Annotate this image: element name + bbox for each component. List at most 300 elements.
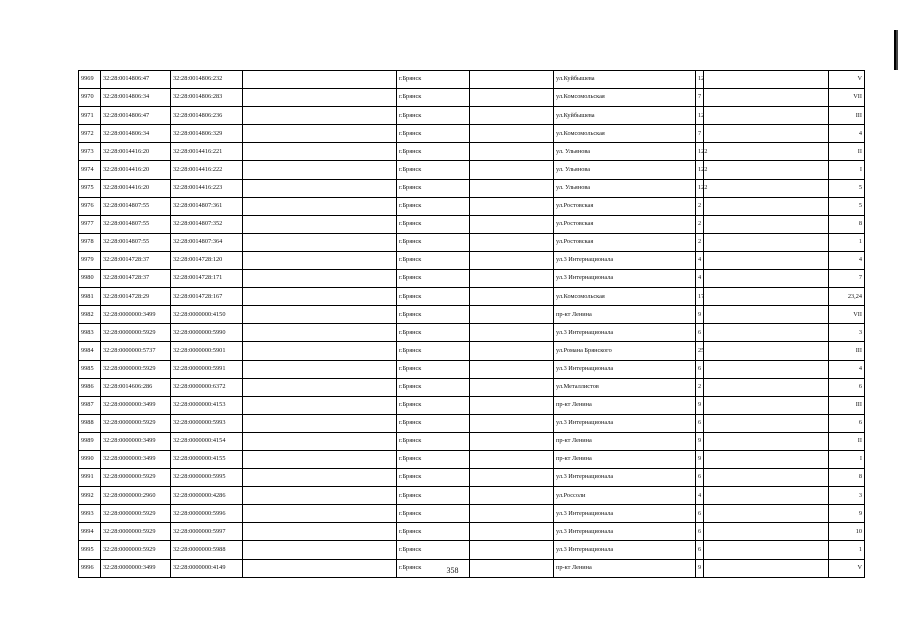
blank-column-3-cell	[704, 378, 829, 396]
apartment-number-cell: 1	[829, 233, 865, 251]
street-cell: пр-кт Ленина	[554, 559, 696, 577]
table-row	[79, 197, 865, 215]
city-cell: г.Брянск	[397, 251, 470, 269]
base-cadastral-number-cell: 32:28:0000000:5929	[101, 541, 171, 559]
table-row	[79, 414, 865, 432]
blank-column-3-cell	[704, 179, 829, 197]
base-cadastral-number-cell: 32:28:0014807:55	[101, 215, 171, 233]
blank-column-3-cell	[704, 143, 829, 161]
page-number: 358	[446, 566, 459, 575]
house-number-cell: 2	[696, 233, 704, 251]
city-cell: г.Брянск	[397, 306, 470, 324]
cadastral-number-cell: 32:28:0000000:5990	[171, 324, 243, 342]
city-cell: г.Брянск	[397, 342, 470, 360]
base-cadastral-number-cell: 32:28:0014416:20	[101, 179, 171, 197]
street-cell: ул. Ульянова	[554, 179, 696, 197]
city-cell: г.Брянск	[397, 324, 470, 342]
apartment-number-cell: 1	[829, 541, 865, 559]
cadastral-number-cell: 32:28:0000000:5996	[171, 505, 243, 523]
table-row	[79, 107, 865, 125]
table-row	[79, 523, 865, 541]
table-row	[79, 432, 865, 450]
table-row	[79, 487, 865, 505]
row-number-cell: 9983	[79, 324, 101, 342]
apartment-number-cell: 6	[829, 414, 865, 432]
house-number-cell: 4	[696, 270, 704, 288]
row-number-cell: 9982	[79, 306, 101, 324]
apartment-number-cell: 3	[829, 487, 865, 505]
row-number-cell: 9973	[79, 143, 101, 161]
street-cell: ул. Ульянова	[554, 143, 696, 161]
blank-column-2-cell	[470, 450, 554, 468]
apartment-number-cell: 5	[829, 179, 865, 197]
apartment-number-cell: II	[829, 432, 865, 450]
blank-column-2-cell	[470, 288, 554, 306]
street-cell: пр-кт Ленина	[554, 306, 696, 324]
row-number-cell: 9976	[79, 197, 101, 215]
city-cell: г.Брянск	[397, 215, 470, 233]
apartment-number-cell: 4	[829, 360, 865, 378]
blank-column-3-cell	[704, 270, 829, 288]
base-cadastral-number-cell: 32:28:0000000:5929	[101, 469, 171, 487]
city-cell: г.Брянск	[397, 360, 470, 378]
blank-column-3-cell	[704, 161, 829, 179]
house-number-cell: 9	[696, 396, 704, 414]
table-row	[79, 342, 865, 360]
city-cell: г.Брянск	[397, 414, 470, 432]
apartment-number-cell: II	[829, 143, 865, 161]
city-cell: г.Брянск	[397, 450, 470, 468]
blank-column-cell	[243, 450, 397, 468]
blank-column-3-cell	[704, 215, 829, 233]
base-cadastral-number-cell: 32:28:0014807:55	[101, 233, 171, 251]
apartment-number-cell: III	[829, 342, 865, 360]
blank-column-cell	[243, 215, 397, 233]
blank-column-2-cell	[470, 197, 554, 215]
table-row	[79, 378, 865, 396]
city-cell: г.Брянск	[397, 469, 470, 487]
apartment-number-cell: I	[829, 450, 865, 468]
blank-column-3-cell	[704, 487, 829, 505]
cadastral-number-cell: 32:28:0014728:171	[171, 270, 243, 288]
cadastral-number-cell: 32:28:0000000:5997	[171, 523, 243, 541]
base-cadastral-number-cell: 32:28:0000000:5929	[101, 414, 171, 432]
blank-column-2-cell	[470, 378, 554, 396]
row-number-cell: 9978	[79, 233, 101, 251]
house-number-cell: 2	[696, 378, 704, 396]
street-cell: ул.3 Интернационала	[554, 505, 696, 523]
cadastral-number-cell: 32:28:0014728:120	[171, 251, 243, 269]
blank-column-2-cell	[470, 324, 554, 342]
blank-column-cell	[243, 270, 397, 288]
table-row	[79, 450, 865, 468]
apartment-number-cell: 10	[829, 523, 865, 541]
house-number-cell: 4	[696, 251, 704, 269]
house-number-cell: 6	[696, 324, 704, 342]
blank-column-3-cell	[704, 197, 829, 215]
cadastral-number-cell: 32:28:0014806:329	[171, 125, 243, 143]
blank-column-cell	[243, 179, 397, 197]
city-cell: г.Брянск	[397, 197, 470, 215]
apartment-number-cell: III	[829, 107, 865, 125]
table-row	[79, 215, 865, 233]
blank-column-cell	[243, 396, 397, 414]
house-number-cell: 6	[696, 505, 704, 523]
base-cadastral-number-cell: 32:28:0000000:3499	[101, 306, 171, 324]
blank-column-cell	[243, 233, 397, 251]
base-cadastral-number-cell: 32:28:0014416:20	[101, 161, 171, 179]
base-cadastral-number-cell: 32:28:0000000:3499	[101, 396, 171, 414]
apartment-number-cell: I	[829, 161, 865, 179]
blank-column-2-cell	[470, 487, 554, 505]
blank-column-2-cell	[470, 396, 554, 414]
base-cadastral-number-cell: 32:28:0000000:2960	[101, 487, 171, 505]
blank-column-3-cell	[704, 251, 829, 269]
table-row	[79, 324, 865, 342]
row-number-cell: 9975	[79, 179, 101, 197]
blank-column-cell	[243, 342, 397, 360]
blank-column-cell	[243, 324, 397, 342]
street-cell: ул.Комсомольская	[554, 125, 696, 143]
house-number-cell: 7	[696, 125, 704, 143]
city-cell: г.Брянск	[397, 505, 470, 523]
blank-column-2-cell	[470, 89, 554, 107]
row-number-cell: 9974	[79, 161, 101, 179]
cadastral-number-cell: 32:28:0000000:4154	[171, 432, 243, 450]
city-cell: г.Брянск	[397, 523, 470, 541]
street-cell: ул.Россоли	[554, 487, 696, 505]
house-number-cell: 6	[696, 541, 704, 559]
blank-column-cell	[243, 306, 397, 324]
apartment-number-cell: 8	[829, 469, 865, 487]
apartment-number-cell: 4	[829, 125, 865, 143]
blank-column-cell	[243, 523, 397, 541]
blank-column-cell	[243, 89, 397, 107]
scan-edge-mark-shadow	[896, 30, 898, 70]
row-number-cell: 9979	[79, 251, 101, 269]
street-cell: ул.Куйбышева	[554, 107, 696, 125]
city-cell: г.Брянск	[397, 541, 470, 559]
cadastral-number-cell: 32:28:0014806:236	[171, 107, 243, 125]
blank-column-2-cell	[470, 541, 554, 559]
house-number-cell: 12	[696, 71, 704, 89]
row-number-cell: 9991	[79, 469, 101, 487]
row-number-cell: 9985	[79, 360, 101, 378]
city-cell: г.Брянск	[397, 270, 470, 288]
apartment-number-cell: VII	[829, 306, 865, 324]
blank-column-3-cell	[704, 505, 829, 523]
blank-column-cell	[243, 487, 397, 505]
cadastral-number-cell: 32:28:0014806:232	[171, 71, 243, 89]
cadastral-number-cell: 32:28:0000000:5995	[171, 469, 243, 487]
apartment-number-cell: III	[829, 396, 865, 414]
row-number-cell: 9993	[79, 505, 101, 523]
city-cell: г.Брянск	[397, 143, 470, 161]
apartment-number-cell: VII	[829, 89, 865, 107]
blank-column-2-cell	[470, 523, 554, 541]
table-row	[79, 125, 865, 143]
blank-column-3-cell	[704, 414, 829, 432]
row-number-cell: 9995	[79, 541, 101, 559]
blank-column-cell	[243, 71, 397, 89]
base-cadastral-number-cell: 32:28:0000000:5929	[101, 523, 171, 541]
street-cell: ул.3 Интернационала	[554, 360, 696, 378]
house-number-cell: 12	[696, 107, 704, 125]
street-cell: ул.Ростовская	[554, 215, 696, 233]
apartment-number-cell: 9	[829, 505, 865, 523]
city-cell: г.Брянск	[397, 396, 470, 414]
city-cell: г.Брянск	[397, 288, 470, 306]
house-number-cell: 4	[696, 487, 704, 505]
city-cell: г.Брянск	[397, 125, 470, 143]
base-cadastral-number-cell: 32:28:0000000:5737	[101, 342, 171, 360]
house-number-cell: 9	[696, 432, 704, 450]
city-cell: г.Брянск	[397, 559, 470, 577]
base-cadastral-number-cell: 32:28:0000000:3499	[101, 450, 171, 468]
cadastral-number-cell: 32:28:0000000:4155	[171, 450, 243, 468]
house-number-cell: 2	[696, 215, 704, 233]
blank-column-2-cell	[470, 251, 554, 269]
blank-column-3-cell	[704, 396, 829, 414]
blank-column-2-cell	[470, 233, 554, 251]
blank-column-3-cell	[704, 125, 829, 143]
city-cell: г.Брянск	[397, 487, 470, 505]
table-row	[79, 89, 865, 107]
registry-table-body	[79, 71, 865, 578]
row-number-cell: 9977	[79, 215, 101, 233]
base-cadastral-number-cell: 32:28:0014728:29	[101, 288, 171, 306]
blank-column-2-cell	[470, 107, 554, 125]
street-cell: ул.Комсомольская	[554, 288, 696, 306]
blank-column-3-cell	[704, 469, 829, 487]
blank-column-3-cell	[704, 306, 829, 324]
street-cell: ул.Металлистов	[554, 378, 696, 396]
blank-column-3-cell	[704, 450, 829, 468]
blank-column-cell	[243, 197, 397, 215]
row-number-cell: 9970	[79, 89, 101, 107]
cadastral-number-cell: 32:28:0014806:283	[171, 89, 243, 107]
table-row	[79, 251, 865, 269]
house-number-cell: 122	[696, 161, 704, 179]
table-row	[79, 541, 865, 559]
table-row	[79, 360, 865, 378]
city-cell: г.Брянск	[397, 432, 470, 450]
blank-column-3-cell	[704, 541, 829, 559]
cadastral-number-cell: 32:28:0014416:222	[171, 161, 243, 179]
blank-column-3-cell	[704, 432, 829, 450]
blank-column-cell	[243, 505, 397, 523]
base-cadastral-number-cell: 32:28:0014728:37	[101, 270, 171, 288]
cadastral-number-cell: 32:28:0014416:223	[171, 179, 243, 197]
table-row	[79, 306, 865, 324]
blank-column-2-cell	[470, 270, 554, 288]
blank-column-2-cell	[470, 469, 554, 487]
house-number-cell: 9	[696, 306, 704, 324]
cadastral-number-cell: 32:28:0000000:5993	[171, 414, 243, 432]
cadastral-number-cell: 32:28:0014728:167	[171, 288, 243, 306]
cadastral-number-cell: 32:28:0000000:5901	[171, 342, 243, 360]
row-number-cell: 9986	[79, 378, 101, 396]
base-cadastral-number-cell: 32:28:0014806:34	[101, 125, 171, 143]
street-cell: ул.3 Интернационала	[554, 414, 696, 432]
blank-column-2-cell	[470, 161, 554, 179]
apartment-number-cell: 5	[829, 197, 865, 215]
street-cell: ул.Романа Брянского	[554, 342, 696, 360]
blank-column-cell	[243, 251, 397, 269]
cadastral-number-cell: 32:28:0000000:4149	[171, 559, 243, 577]
row-number-cell: 9994	[79, 523, 101, 541]
row-number-cell: 9969	[79, 71, 101, 89]
base-cadastral-number-cell: 32:28:0000000:3499	[101, 559, 171, 577]
apartment-number-cell: V	[829, 559, 865, 577]
blank-column-2-cell	[470, 414, 554, 432]
table-row	[79, 469, 865, 487]
street-cell: ул.Куйбышева	[554, 71, 696, 89]
blank-column-3-cell	[704, 233, 829, 251]
city-cell: г.Брянск	[397, 233, 470, 251]
blank-column-cell	[243, 107, 397, 125]
house-number-cell: 7	[696, 89, 704, 107]
cadastral-number-cell: 32:28:0000000:4286	[171, 487, 243, 505]
city-cell: г.Брянск	[397, 89, 470, 107]
cadastral-number-cell: 32:28:0000000:5988	[171, 541, 243, 559]
city-cell: г.Брянск	[397, 378, 470, 396]
cadastral-number-cell: 32:28:0014416:221	[171, 143, 243, 161]
base-cadastral-number-cell: 32:28:0014416:20	[101, 143, 171, 161]
street-cell: пр-кт Ленина	[554, 450, 696, 468]
base-cadastral-number-cell: 32:28:0014807:55	[101, 197, 171, 215]
table-row	[79, 396, 865, 414]
table-row	[79, 143, 865, 161]
base-cadastral-number-cell: 32:28:0000000:5929	[101, 360, 171, 378]
blank-column-3-cell	[704, 71, 829, 89]
row-number-cell: 9996	[79, 559, 101, 577]
blank-column-2-cell	[470, 432, 554, 450]
base-cadastral-number-cell: 32:28:0014728:37	[101, 251, 171, 269]
cadastral-number-cell: 32:28:0000000:4150	[171, 306, 243, 324]
street-cell: ул.3 Интернационала	[554, 251, 696, 269]
blank-column-2-cell	[470, 143, 554, 161]
base-cadastral-number-cell: 32:28:0014806:47	[101, 71, 171, 89]
table-row	[79, 179, 865, 197]
street-cell: ул.3 Интернационала	[554, 270, 696, 288]
blank-column-cell	[243, 432, 397, 450]
blank-column-cell	[243, 378, 397, 396]
blank-column-3-cell	[704, 107, 829, 125]
apartment-number-cell: V	[829, 71, 865, 89]
blank-column-2-cell	[470, 125, 554, 143]
house-number-cell: 9	[696, 450, 704, 468]
city-cell: г.Брянск	[397, 107, 470, 125]
blank-column-3-cell	[704, 360, 829, 378]
blank-column-2-cell	[470, 215, 554, 233]
row-number-cell: 9980	[79, 270, 101, 288]
blank-column-2-cell	[470, 342, 554, 360]
house-number-cell: 17	[696, 288, 704, 306]
cadastral-number-cell: 32:28:0000000:6372	[171, 378, 243, 396]
house-number-cell: 122	[696, 143, 704, 161]
row-number-cell: 9971	[79, 107, 101, 125]
table-row	[79, 233, 865, 251]
street-cell: ул.Ростовская	[554, 197, 696, 215]
city-cell: г.Брянск	[397, 161, 470, 179]
row-number-cell: 9989	[79, 432, 101, 450]
cadastral-number-cell: 32:28:0014807:352	[171, 215, 243, 233]
street-cell: ул.Ростовская	[554, 233, 696, 251]
street-cell: ул. Ульянова	[554, 161, 696, 179]
table-row	[79, 288, 865, 306]
house-number-cell: 25	[696, 342, 704, 360]
street-cell: пр-кт Ленина	[554, 396, 696, 414]
blank-column-3-cell	[704, 288, 829, 306]
street-cell: ул.3 Интернационала	[554, 541, 696, 559]
row-number-cell: 9981	[79, 288, 101, 306]
base-cadastral-number-cell: 32:28:0014606:286	[101, 378, 171, 396]
street-cell: ул.3 Интернационала	[554, 324, 696, 342]
house-number-cell: 6	[696, 360, 704, 378]
row-number-cell: 9987	[79, 396, 101, 414]
house-number-cell: 6	[696, 469, 704, 487]
apartment-number-cell: 3	[829, 324, 865, 342]
base-cadastral-number-cell: 32:28:0000000:5929	[101, 324, 171, 342]
cadastral-number-cell: 32:28:0014807:361	[171, 197, 243, 215]
blank-column-2-cell	[470, 360, 554, 378]
registry-table	[78, 70, 865, 578]
house-number-cell: 122	[696, 179, 704, 197]
blank-column-cell	[243, 469, 397, 487]
apartment-number-cell: 4	[829, 251, 865, 269]
cadastral-number-cell: 32:28:0000000:5991	[171, 360, 243, 378]
blank-column-cell	[243, 143, 397, 161]
blank-column-2-cell	[470, 306, 554, 324]
table-row	[79, 71, 865, 89]
row-number-cell: 9992	[79, 487, 101, 505]
blank-column-3-cell	[704, 523, 829, 541]
cadastral-number-cell: 32:28:0014807:364	[171, 233, 243, 251]
apartment-number-cell: 7	[829, 270, 865, 288]
base-cadastral-number-cell: 32:28:0014806:34	[101, 89, 171, 107]
blank-column-3-cell	[704, 89, 829, 107]
row-number-cell: 9990	[79, 450, 101, 468]
blank-column-cell	[243, 288, 397, 306]
row-number-cell: 9984	[79, 342, 101, 360]
table-row	[79, 505, 865, 523]
street-cell: пр-кт Ленина	[554, 432, 696, 450]
house-number-cell: 6	[696, 414, 704, 432]
table-row	[79, 270, 865, 288]
street-cell: ул.3 Интернационала	[554, 469, 696, 487]
blank-column-2-cell	[470, 505, 554, 523]
blank-column-3-cell	[704, 342, 829, 360]
row-number-cell: 9988	[79, 414, 101, 432]
base-cadastral-number-cell: 32:28:0014806:47	[101, 107, 171, 125]
blank-column-cell	[243, 125, 397, 143]
blank-column-3-cell	[704, 324, 829, 342]
cadastral-number-cell: 32:28:0000000:4153	[171, 396, 243, 414]
apartment-number-cell: 6	[829, 378, 865, 396]
row-number-cell: 9972	[79, 125, 101, 143]
city-cell: г.Брянск	[397, 179, 470, 197]
apartment-number-cell: 23,24	[829, 288, 865, 306]
base-cadastral-number-cell: 32:28:0000000:3499	[101, 432, 171, 450]
blank-column-cell	[243, 161, 397, 179]
street-cell: ул.3 Интернационала	[554, 523, 696, 541]
blank-column-2-cell	[470, 179, 554, 197]
apartment-number-cell: 8	[829, 215, 865, 233]
base-cadastral-number-cell: 32:28:0000000:5929	[101, 505, 171, 523]
house-number-cell: 9	[696, 559, 704, 577]
house-number-cell: 2	[696, 197, 704, 215]
